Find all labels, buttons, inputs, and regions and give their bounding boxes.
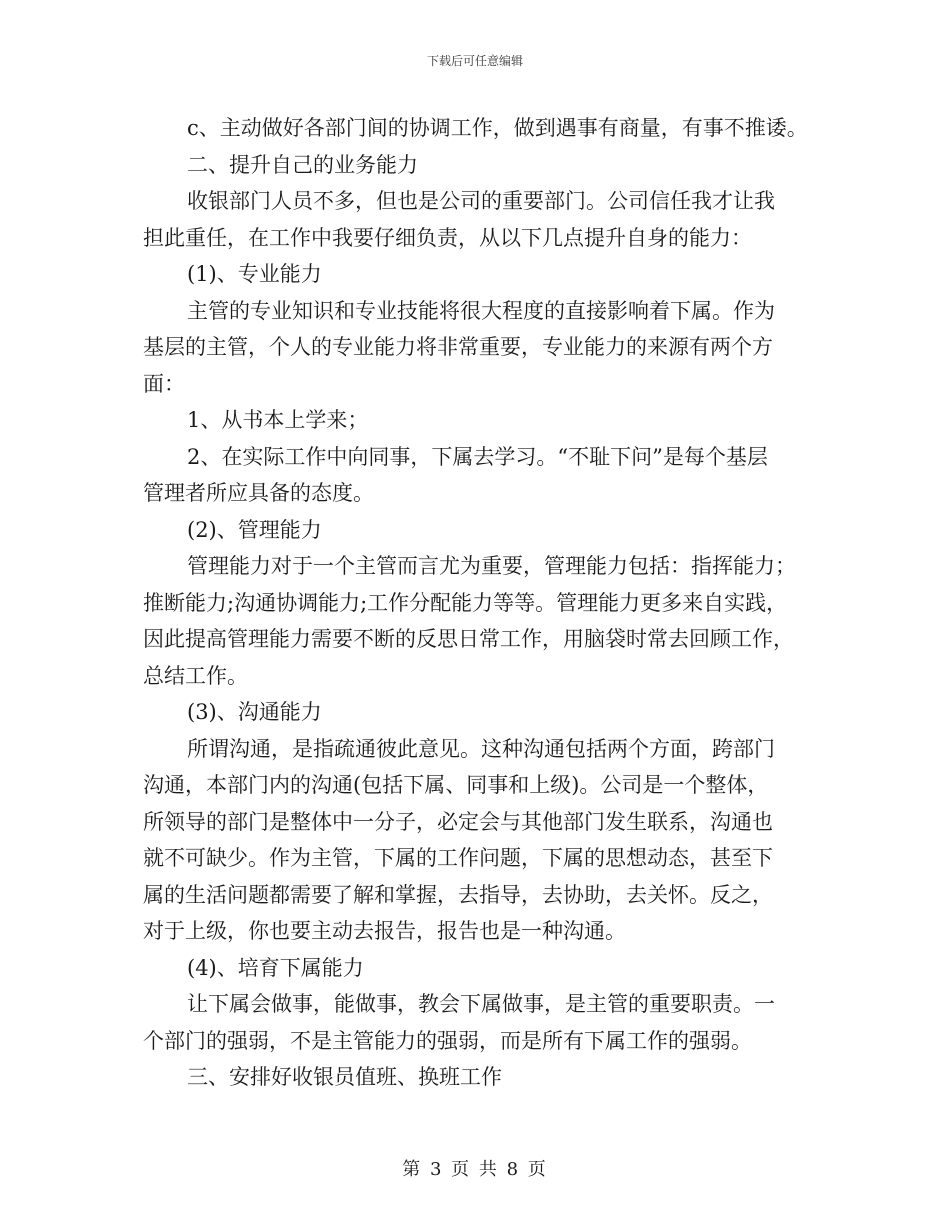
text-line: (1)、专业能力 (187, 262, 322, 286)
text-line: 沟通，本部门内的沟通(包括下属、同事和上级)。公司是一个整体， (143, 773, 769, 797)
text-line: c、主动做好各部门间的协调工作，做到遇事有商量，有事不推诿。 (187, 116, 808, 140)
text-line: 管理者所应具备的态度。 (143, 481, 374, 505)
text-line: 二、提升自己的业务能力 (187, 152, 418, 177)
text-line: 2、在实际工作中向同事，下属去学习。“不耻下问”是每个基层 (187, 444, 768, 469)
text-line: 管理能力对于一个主管而言尤为重要，管理能力包括：指挥能力； (187, 554, 796, 578)
text-line: 三、安排好收银员值班、换班工作 (187, 1065, 502, 1089)
text-line: 总结工作。 (143, 663, 248, 688)
document-body (143, 110, 813, 1096)
text-line: (4)、培育下属能力 (187, 955, 364, 980)
text-line: 就不可缺少。作为主管，下属的工作问题，下属的思想动态，甚至下 (143, 846, 773, 870)
text-line: 主管的专业知识和专业技能将很大程度的直接影响着下属。作为 (187, 298, 775, 323)
text-line: (3)、沟通能力 (187, 700, 322, 724)
text-line: 所谓沟通，是指疏通彼此意见。这种沟通包括两个方面，跨部门 (187, 736, 775, 761)
text-line: 担此重任，在工作中我要仔细负责，从以下几点提升自身的能力： (143, 225, 752, 250)
page-footer: 第 3 页 共 8 页 (402, 1159, 548, 1180)
text-line: 面： (143, 371, 185, 396)
text-line: 让下属会做事，能做事，教会下属做事，是主管的重要职责。一 (187, 992, 775, 1016)
text-line: 所领导的部门是整体中一分子，必定会与其他部门发生联系，沟通也 (143, 809, 773, 834)
text-line: 基层的主管，个人的专业能力将非常重要，专业能力的来源有两个方 (143, 335, 773, 359)
page-header: 下载后可任意编辑 (426, 54, 523, 68)
text-line: 推断能力;沟通协调能力;工作分配能力等等。管理能力更多来自实践， (143, 590, 788, 615)
text-line: 收银部门人员不多，但也是公司的重要部门。公司信任我才让我 (187, 189, 775, 213)
text-line: 属的生活问题都需要了解和掌握，去指导，去协助，去关怀。反之， (143, 882, 773, 907)
text-line: 1、从书本上学来； (187, 408, 369, 432)
text-line: 对于上级，你也要主动去报告，报告也是一种沟通。 (143, 919, 626, 943)
text-line: (2)、管理能力 (187, 517, 322, 542)
text-line: 个部门的强弱，不是主管能力的强弱，而是所有下属工作的强弱。 (143, 1028, 752, 1053)
text-line: 因此提高管理能力需要不断的反思日常工作，用脑袋时常去回顾工作， (143, 627, 794, 651)
